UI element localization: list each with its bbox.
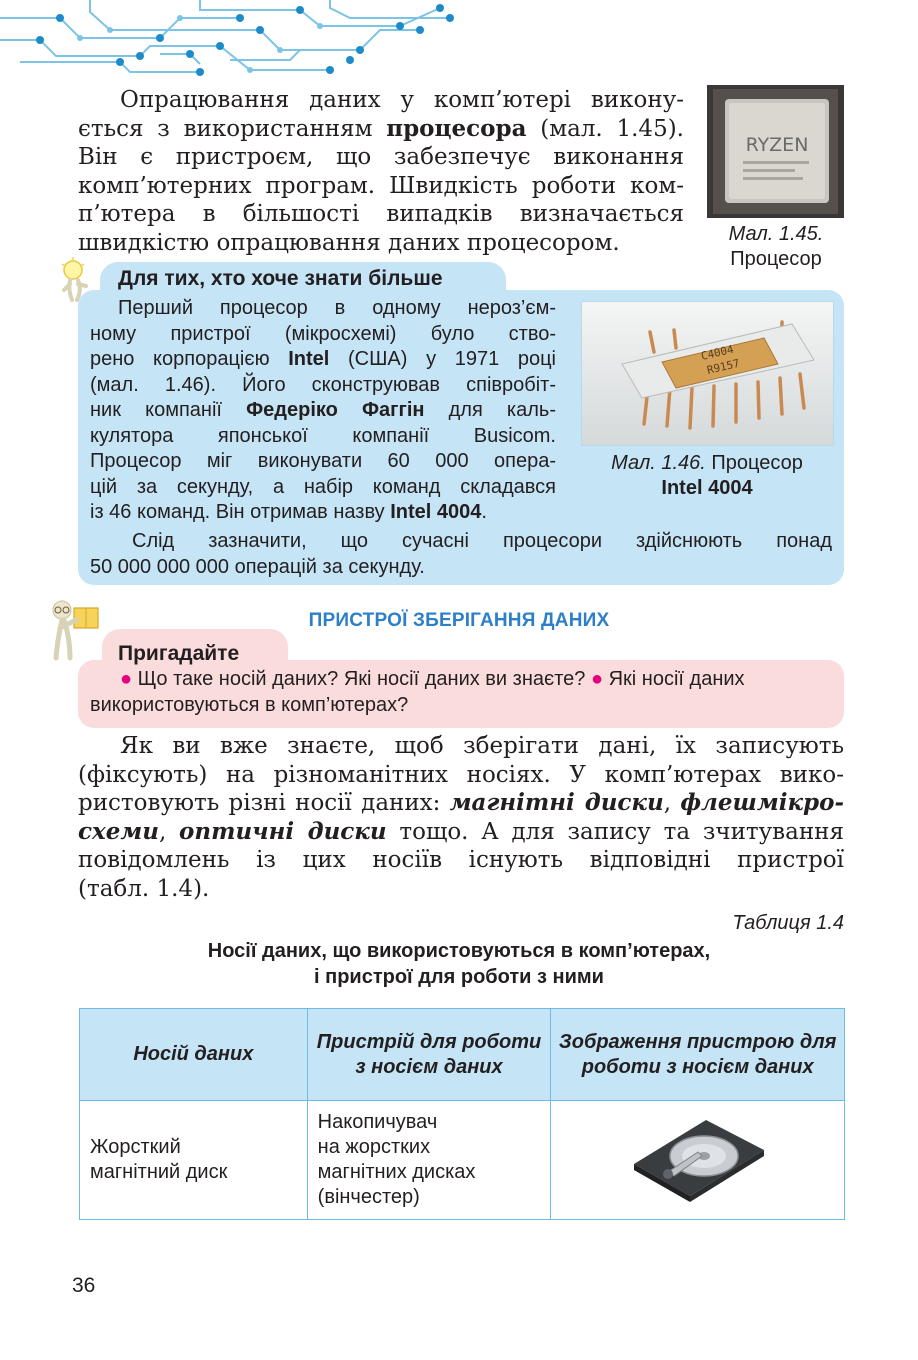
remember-box-text: ● Що таке носій даних? Які носії даних ви знаєте? ● Які носії даних використовуються в комп’ютерах?	[90, 668, 745, 716]
remember-box-title: Пригадайте	[118, 642, 240, 665]
chip-label: RYZEN	[745, 134, 809, 156]
ryzen-processor-image	[707, 85, 844, 218]
table-cell-medium: Жорсткий магнітний диск	[80, 1101, 308, 1220]
section-title: ПРИСТРОЇ ЗБЕРІГАННЯ ДАНИХ	[308, 610, 610, 631]
storage-table	[79, 1008, 845, 1220]
text-line: швидкістю опрацювання даних процесором.	[78, 229, 620, 256]
table-row	[80, 1101, 845, 1220]
text-line: Опрацювання даних у комп’ютері викону-	[120, 87, 684, 113]
table-cell-image	[551, 1101, 845, 1220]
bullet-icon: ●	[590, 668, 604, 690]
page-number: 36	[72, 1274, 96, 1297]
table-cell-device: Накопичувач на жорстких магнітних дисках (вінчестер)	[307, 1101, 551, 1220]
info-box-text: Перший процесор в одному нероз’єм- ному пристрої (мікросхемі) було ство- рено корпорацією Intel (США) у 1971 році (мал. 1.46). Його сконструював співробіт- ник компанії Федеріко Фаггін для каль- кулятора японської компанії Busicom. Процесор міг виконувати 60 000 опера- цій за секунду, а набір команд складався із 46 команд. Він отримав назву Intel 4004.	[90, 297, 556, 523]
chip-text-1: C4004	[699, 342, 735, 363]
table-header: Пристрій для роботи з носієм даних	[307, 1009, 551, 1101]
intro-paragraph	[78, 86, 684, 258]
name-faggin: Федеріко Фаггін	[246, 399, 425, 421]
bullet-icon: ●	[120, 668, 133, 690]
fig145-caption: Мал. 1.45. Процесор	[728, 223, 824, 270]
term-processor: процесора	[386, 114, 527, 142]
info-box-text-2: Слід зазначити, що сучасні процесори здійснюють понад 50 000 000 000 операцій за секунду.	[90, 530, 832, 578]
chip-text-2: R9157	[705, 356, 741, 377]
reading-figure-icon	[44, 598, 102, 662]
intel-4004-image	[581, 301, 834, 446]
text-line: Він є пристроєм, що забезпечує виконання	[78, 144, 684, 171]
table-caption: Носії даних, що використовуються в комп’ютерах, і пристрої для роботи з ними	[207, 940, 711, 988]
circuit-decoration	[0, 0, 460, 80]
text-line: п’ютера в більшості випадків визначається	[78, 201, 684, 228]
info-box-title: Для тих, хто хоче знати більше	[118, 267, 443, 290]
text-line: комп’ютерних програм. Швидкість роботи ком-	[78, 172, 684, 199]
fig146-caption: Мал. 1.46. Процесор Intel 4004	[611, 452, 803, 499]
table-header: Носій даних	[80, 1009, 308, 1101]
body-paragraph: Як ви вже знаєте, щоб зберігати дані, їх записують (фіксують) на різноманітних носіях. У комп’ютерах вико- ристовують різні носії даних: магнітні диски, флешмікро- схеми, оптичні диски тощо. А для запису та зчитування повідомлень із цих носіїв існують відповідні пристрої (табл. 1.4).	[78, 733, 844, 902]
table-number: Таблиця 1.4	[732, 912, 844, 934]
hard-drive-icon	[628, 1112, 768, 1202]
table-header-row	[80, 1009, 845, 1101]
table-header: Зображення пристрою для роботи з носієм даних	[551, 1009, 845, 1101]
text-line: ється з використанням процесора (мал. 1.45).	[78, 114, 684, 142]
